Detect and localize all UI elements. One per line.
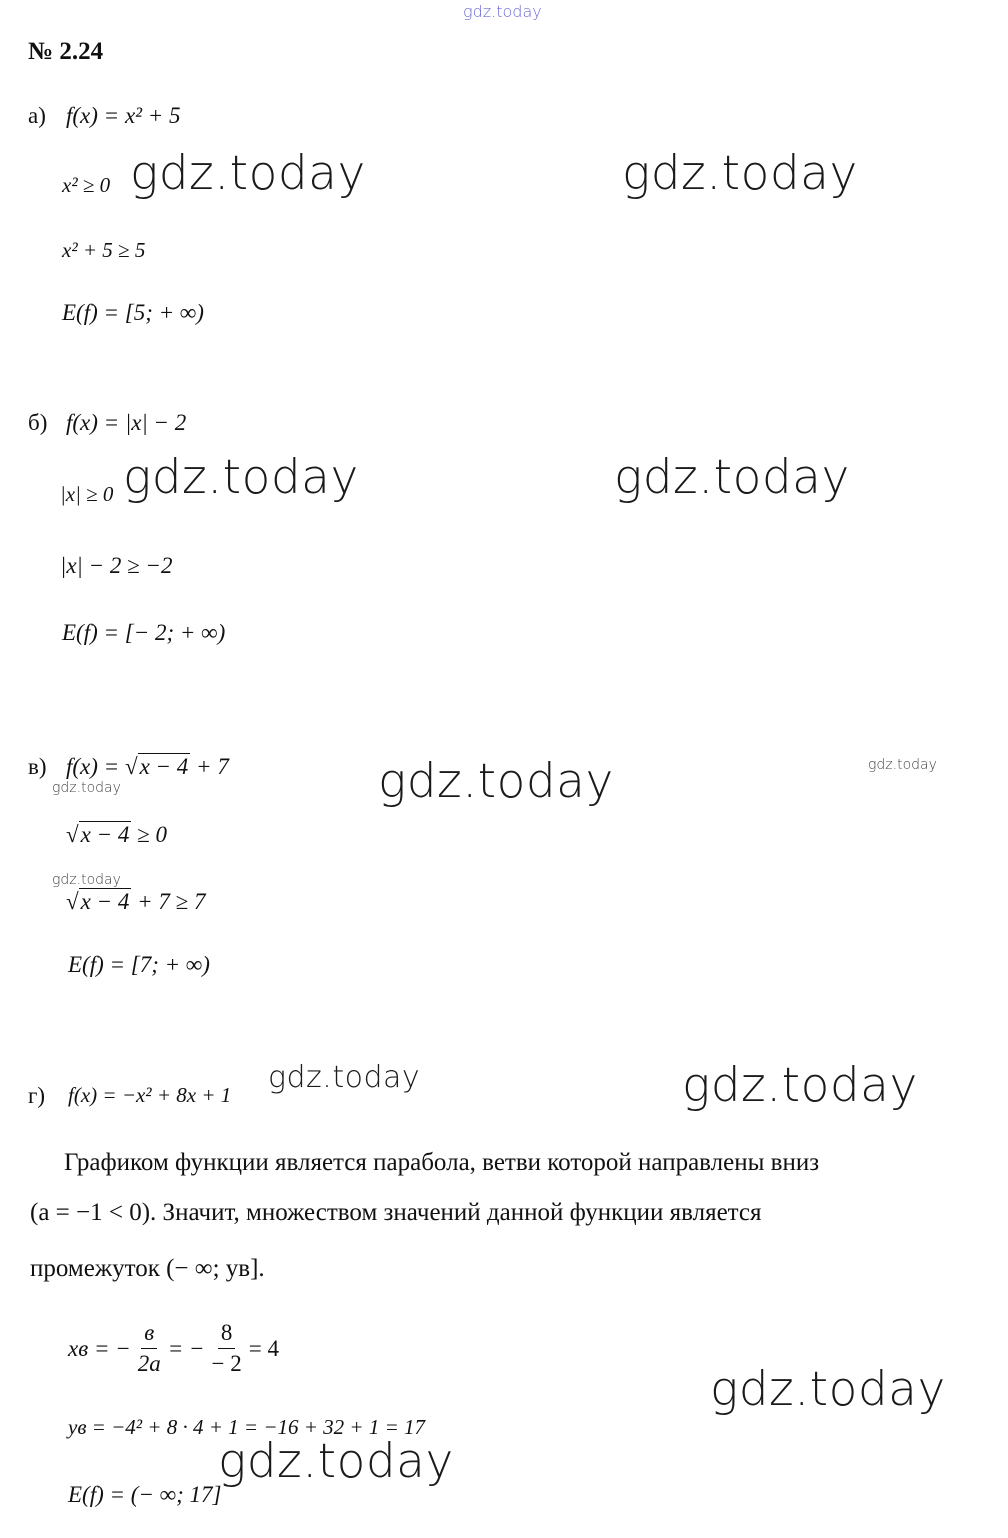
part-v-function: [66, 754, 229, 780]
xv-fraction-1: [135, 1320, 164, 1377]
part-a-answer: E(f) = [5; + ∞): [62, 300, 204, 325]
watermark-small: gdz.today: [52, 780, 121, 796]
part-v-answer: E(f) = [7; + ∞): [68, 952, 210, 977]
part-a-function: f(x) = x² + 5: [66, 103, 181, 128]
xv-right: = 4: [248, 1335, 279, 1361]
xv-fraction-2: [209, 1320, 245, 1377]
sqrt-sign: √: [124, 754, 138, 779]
watermark: gdz.today: [123, 450, 359, 505]
watermark-small: gdz.today: [52, 872, 121, 888]
watermark-top: gdz.today: [463, 2, 542, 21]
part-g-paragraph-line2: (a = −1 < 0). Значит, множеством значений данной функции является: [30, 1199, 762, 1226]
watermark: gdz.today: [268, 1060, 421, 1095]
part-v-step1-radicand: x − 4: [80, 822, 130, 847]
watermark: gdz.today: [218, 1434, 454, 1489]
problem-number: № 2.24: [28, 38, 104, 65]
part-v-step1-suffix: ≥ 0: [131, 822, 167, 847]
part-b-answer: E(f) = [− 2; + ∞): [62, 620, 226, 645]
watermark: gdz.today: [614, 450, 850, 505]
part-a-label: а): [28, 103, 46, 128]
xv-left: xв = −: [68, 1335, 131, 1361]
watermark: gdz.today: [130, 146, 366, 201]
part-g-xv-formula: [68, 1320, 279, 1377]
part-b-label: б): [28, 410, 48, 435]
part-b-function: f(x) = |x| − 2: [66, 410, 187, 435]
watermark: gdz.today: [710, 1362, 946, 1417]
watermark: gdz.today: [622, 146, 858, 201]
watermark-small: gdz.today: [868, 757, 937, 773]
xv-fraction-2-denominator: − 2: [211, 1351, 242, 1376]
part-b-step1: |x| ≥ 0: [60, 482, 114, 506]
part-v-step2: [66, 889, 206, 915]
part-g-function: f(x) = −x² + 8x + 1: [68, 1083, 232, 1107]
watermark: gdz.today: [682, 1058, 918, 1113]
part-g-answer: E(f) = (− ∞; 17]: [68, 1482, 222, 1507]
xv-mid: = −: [167, 1335, 205, 1361]
part-v-step1: [66, 822, 167, 848]
part-v-step2-radicand: x − 4: [80, 889, 130, 914]
part-v-label: в): [28, 754, 47, 779]
part-b-step2: |x| − 2 ≥ −2: [60, 553, 173, 578]
part-v-function-radicand: x − 4: [139, 754, 189, 779]
xv-fraction-2-numerator: 8: [218, 1320, 236, 1349]
part-a-step1: x² ≥ 0: [62, 173, 111, 197]
part-g-yv-formula: yв = −4² + 8 · 4 + 1 = −16 + 32 + 1 = 17: [68, 1415, 426, 1439]
xv-fraction-1-numerator: в: [141, 1320, 157, 1349]
part-v-function-prefix: f(x) =: [66, 754, 125, 779]
part-v-step2-suffix: + 7 ≥ 7: [131, 889, 206, 914]
part-g-label: г): [28, 1083, 46, 1108]
watermark: gdz.today: [378, 754, 614, 809]
part-v-function-suffix: + 7: [190, 754, 229, 779]
xv-fraction-1-denominator: 2a: [137, 1351, 161, 1376]
part-g-paragraph-line1: Графиком функции является парабола, ветви которой направлены вниз: [64, 1149, 820, 1176]
sqrt-sign: √: [66, 889, 79, 914]
sqrt-sign: √: [66, 822, 79, 847]
part-a-step2: x² + 5 ≥ 5: [62, 238, 146, 262]
part-g-paragraph-line3: промежуток (− ∞; yв].: [30, 1255, 265, 1282]
